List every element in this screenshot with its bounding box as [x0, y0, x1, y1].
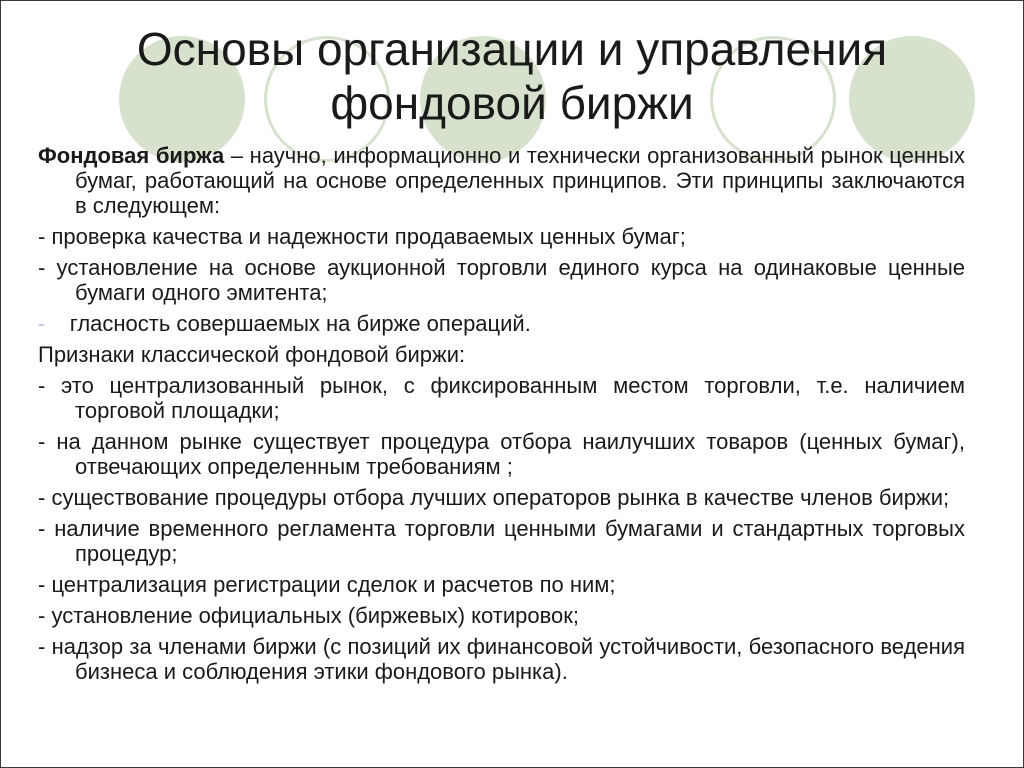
slide-title [60, 22, 964, 130]
feature-item: - централизация регистрации сделок и расчетов по ним; [38, 572, 616, 597]
principle-item: - проверка качества и надежности продаваемых ценных бумаг; [38, 224, 686, 249]
principle-item: - установление на основе аукционной торговли единого курса на одинаковые ценные бумаги одного эмитента; [38, 255, 965, 305]
intro-term: Фондовая биржа [38, 143, 225, 168]
title-line-1: Основы организации и управления [136, 23, 888, 75]
feature-item: - установление официальных (биржевых) котировок; [38, 603, 580, 628]
intro-paragraph [38, 143, 965, 218]
intro-definition: – научно, информационно и технически организованный рынок ценных бумаг, работающий на основе определенных принципов. Эти принципы заключаются в следующем: [75, 143, 965, 218]
title-line-2: фондовой биржи [330, 77, 694, 129]
features-heading: Признаки классической фондовой биржи: [38, 342, 466, 367]
feature-item: - наличие временного регламента торговли ценными бумагами и стандартных торговых процедур; [38, 516, 965, 566]
principle-item [38, 311, 965, 336]
feature-item: - это централизованный рынок, с фиксированным местом торговли, т.е. наличием торговой площадки; [38, 373, 965, 423]
feature-item: - существование процедуры отбора лучших операторов рынка в качестве членов биржи; [38, 485, 950, 510]
feature-item: - на данном рынке существует процедура отбора наилучших товаров (ценных бумаг), отвечающих определенным требованиям ; [38, 429, 965, 479]
slide-body [38, 143, 965, 690]
principle-bullet-dash: - [38, 311, 46, 336]
feature-item: - надзор за членами биржи (с позиций их финансовой устойчивости, безопасного ведения бизнеса и соблюдения этики фондового рынка). [38, 634, 965, 684]
principle-text: гласность совершаемых на бирже операций. [69, 311, 531, 336]
